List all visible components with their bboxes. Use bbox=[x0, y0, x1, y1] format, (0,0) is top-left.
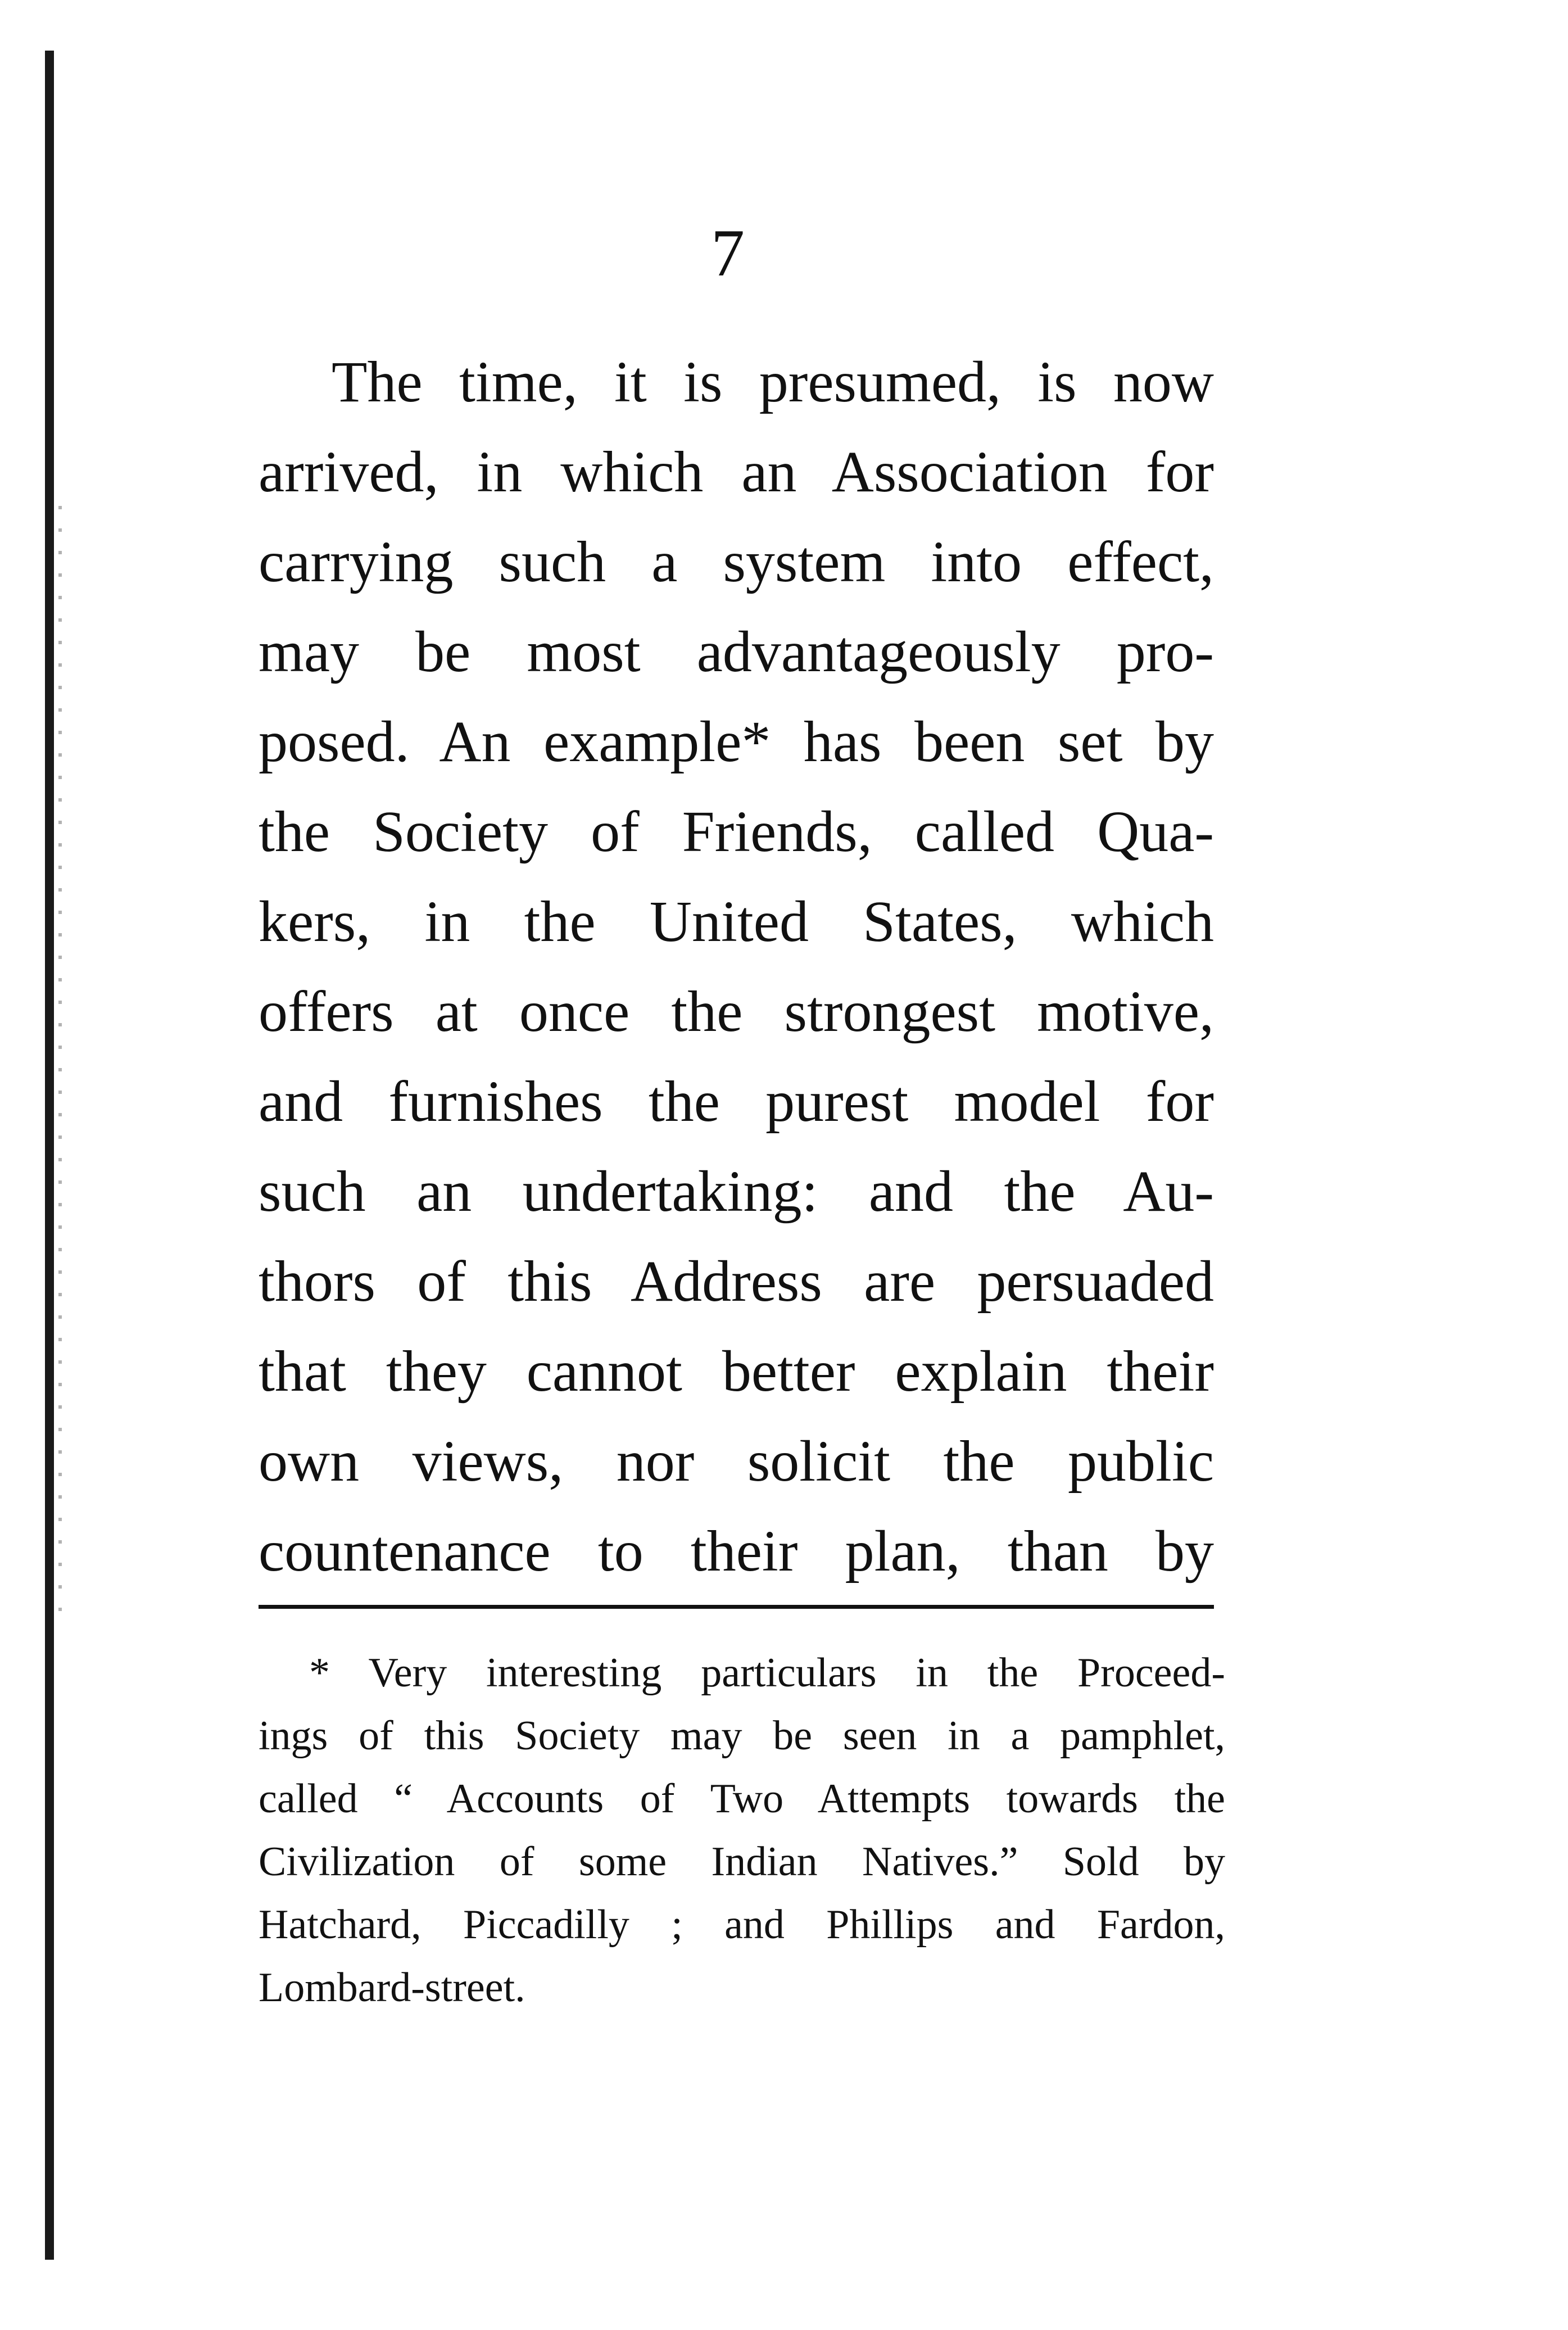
body-line: carrying such a system into effect, bbox=[259, 530, 1214, 594]
body-line: the Society of Friends, called Qua- bbox=[259, 799, 1214, 864]
footnote-line: * Very interesting particulars in the Proceed- bbox=[309, 1650, 1225, 1696]
body-line: that they cannot better explain their bbox=[259, 1339, 1214, 1404]
footnote-rule bbox=[259, 1605, 1214, 1609]
body-line: countenance to their plan, than by bbox=[259, 1519, 1214, 1584]
body-line: The time, it is presumed, is now bbox=[332, 350, 1214, 414]
body-line: own views, nor solicit the public bbox=[259, 1429, 1214, 1494]
body-line: posed. An example* has been set by bbox=[259, 709, 1214, 774]
page-number: 7 bbox=[711, 215, 745, 290]
footnote-line: ings of this Society may be seen in a pamphlet, bbox=[259, 1713, 1225, 1759]
footnote-line: Civilization of some Indian Natives.” Sold by bbox=[259, 1839, 1225, 1885]
page-binding-edge bbox=[45, 51, 54, 2260]
body-line: offers at once the strongest motive, bbox=[259, 979, 1214, 1044]
body-line: kers, in the United States, which bbox=[259, 889, 1214, 954]
footnote bbox=[259, 1641, 1225, 2019]
footnote-line: Lombard-street. bbox=[259, 1965, 525, 2011]
body-line: and furnishes the purest model for bbox=[259, 1069, 1214, 1134]
body-line: thors of this Address are persuaded bbox=[259, 1249, 1214, 1314]
page-binding-speckle bbox=[58, 506, 62, 1630]
footnote-line: called “ Accounts of Two Attempts towards the bbox=[259, 1776, 1225, 1822]
footnote-line: Hatchard, Piccadilly ; and Phillips and Fardon, bbox=[259, 1902, 1225, 1948]
body-line: may be most advantageously pro- bbox=[259, 619, 1214, 684]
body-text bbox=[259, 337, 1214, 1596]
body-line: arrived, in which an Association for bbox=[259, 440, 1214, 504]
body-line: such an undertaking: and the Au- bbox=[259, 1159, 1214, 1224]
